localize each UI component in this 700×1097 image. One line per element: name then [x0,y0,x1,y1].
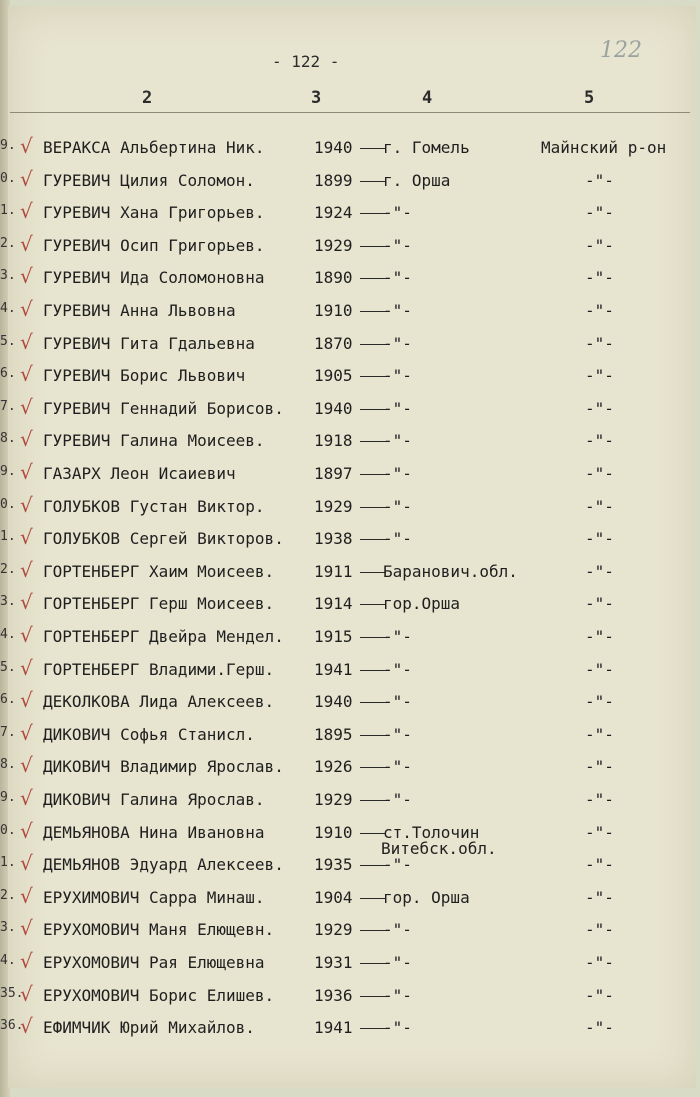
region: -"- [585,268,614,288]
row-number: 35. [0,985,24,1001]
region: -"- [585,757,614,777]
row-number: 4. [0,301,16,316]
row-number: 3. [0,268,16,284]
birth-year: 1904 [314,887,353,907]
birth-year: 1936 [314,985,353,1005]
birth-year: 1931 [314,953,353,972]
birth-place: -"- [383,203,412,223]
check-mark-icon: √ [20,297,33,321]
table-row [0,720,700,755]
check-mark-icon: √ [20,231,33,256]
check-mark-icon: √ [20,1014,33,1039]
region: -"- [585,692,614,712]
check-mark-icon: √ [20,916,33,941]
person-name: ЕРУХОМОВИЧ Борис Елишев. [43,985,275,1005]
region: -"- [585,953,614,972]
row-number: 5. [0,333,16,349]
table-row [0,557,700,592]
birth-place: -"- [383,920,412,940]
column-header-3: 3 [311,88,322,108]
birth-year: 1940 [314,692,353,712]
check-mark-icon: √ [20,720,33,745]
row-number: 0. [0,822,16,838]
person-name: ГОРТЕНБЕРГ Герш Моисеев. [43,594,275,614]
birth-place: -"- [383,333,412,353]
check-mark-icon: √ [20,427,33,452]
birth-place: ст.Толочин [383,822,480,842]
person-name: ЕРУХИМОВИЧ Сарра Минаш. [43,887,265,907]
birth-place: -"- [383,529,412,549]
check-mark-icon: √ [20,949,33,973]
person-name: ДИКОВИЧ Софья Станисл. [43,724,255,744]
person-name: ГОЛУБКОВ Сергей Викторов. [43,529,284,549]
birth-year: 1895 [314,724,353,744]
check-mark-icon: √ [20,688,33,713]
person-name: ЕРУХОМОВИЧ Рая Елющевна [43,953,265,972]
birth-place: -"- [383,692,412,712]
check-mark-icon: √ [20,199,33,224]
region: -"- [585,301,614,320]
table-row [0,492,700,527]
check-mark-icon: √ [20,166,33,191]
region: -"- [585,366,614,386]
row-number: 9. [0,790,16,805]
birth-place: -"- [383,659,412,679]
region: -"- [585,333,614,353]
person-name: ГОРТЕНБЕРГ Владими.Герш. [43,659,275,679]
check-mark-icon: √ [20,329,33,354]
region: -"- [585,203,614,223]
table-row [0,297,700,331]
check-mark-icon: √ [20,851,33,876]
person-name: ЕРУХОМОВИЧ Маня Елющевн. [43,920,275,940]
row-number: 6. [0,366,16,382]
row-number: 8. [0,757,16,773]
birth-place: -"- [383,953,412,972]
row-number: 4. [0,627,16,642]
birth-place-line2: Витебск.обл. [381,838,497,858]
check-mark-icon: √ [20,362,33,387]
birth-place: г. Гомель [383,138,470,157]
archive-page-number: 122 [600,38,642,63]
table-row [0,916,700,950]
person-name: ВЕРАКСА Альбертина Ник. [43,138,265,157]
birth-place: -"- [383,496,412,516]
person-name: ГУРЕВИЧ Ида Соломоновна [43,268,265,288]
column-header-4: 4 [422,88,433,108]
table-row [0,329,700,364]
row-number: 1. [0,529,16,545]
region: -"- [585,985,614,1005]
person-name: ГУРЕВИЧ Галина Моисеев. [43,431,265,451]
birth-place: -"- [383,757,412,777]
birth-place: гор. Орша [383,887,470,907]
check-mark-icon: √ [20,525,33,550]
page-number: - 122 - [272,52,340,71]
table-row [0,394,700,429]
table-row [0,851,700,885]
row-number: 6. [0,692,16,708]
check-mark-icon: √ [20,557,33,582]
column-header-2: 2 [142,88,153,108]
check-mark-icon: √ [20,753,33,778]
birth-year: 1914 [314,594,353,614]
birth-year: 1929 [314,235,353,255]
birth-place: -"- [383,301,412,320]
table-row [0,949,700,983]
row-number: 1. [0,203,16,219]
region: -"- [585,496,614,516]
birth-place: г. Орша [383,170,451,190]
birth-place: -"- [383,855,412,875]
birth-year: 1929 [314,790,353,809]
row-number: 7. [0,724,16,740]
birth-place: -"- [383,1018,412,1038]
table-row [0,166,700,201]
birth-place: Баранович.обл. [383,561,518,581]
row-number: 2. [0,561,16,577]
region: -"- [585,627,614,646]
person-name: ДЕКОЛКОВА Лида Алексеев. [43,692,275,712]
row-number: 7. [0,398,16,414]
table-row [0,753,700,787]
row-number: 0. [0,170,16,186]
row-number: 5. [0,659,16,675]
birth-year: 1935 [314,855,353,875]
person-name: ГОРТЕНБЕРГ Двейра Мендел. [43,627,284,646]
person-name: ГУРЕВИЧ Анна Львовна [43,301,236,320]
region: -"- [585,464,614,483]
table-row [0,883,700,918]
birth-year: 1910 [314,301,353,320]
row-number: 2. [0,235,16,251]
birth-year: 1929 [314,920,353,940]
birth-year: 1941 [314,659,353,679]
birth-place: -"- [383,724,412,744]
column-header-5: 5 [584,88,595,108]
check-mark-icon: √ [20,492,33,517]
table-row [0,688,700,722]
birth-year: 1941 [314,1018,353,1038]
check-mark-icon: √ [20,264,33,289]
row-number: 9. [0,464,16,479]
birth-place: -"- [383,627,412,646]
person-name: ГУРЕВИЧ Цилия Соломон. [43,170,255,190]
birth-year: 1929 [314,496,353,516]
table-row [0,818,700,858]
person-name: ДЕМЬЯНОВ Эдуард Алексеев. [43,855,284,875]
birth-place: -"- [383,268,412,288]
person-name: ГУРЕВИЧ Борис Львович [43,366,246,386]
check-mark-icon: √ [20,590,33,615]
birth-place: -"- [383,985,412,1005]
region: -"- [585,561,614,581]
table-row [0,134,700,168]
check-mark-icon: √ [20,623,33,647]
person-name: ЕФИМЧИК Юрий Михайлов. [43,1018,255,1038]
person-name: ГАЗАРХ Леон Исаиевич [43,464,236,483]
person-name: ДЕМЬЯНОВА Нина Ивановна [43,822,265,842]
person-name: ГУРЕВИЧ Геннадий Борисов. [43,398,284,418]
region: -"- [585,235,614,255]
birth-year: 1910 [314,822,353,842]
row-number: 9. [0,138,16,153]
birth-year: 1940 [314,398,353,418]
region: -"- [585,1018,614,1038]
birth-year: 1905 [314,366,353,386]
birth-place: -"- [383,366,412,386]
table-row [0,655,700,690]
table-row [0,786,700,820]
row-number: 4. [0,953,16,968]
table-row [0,590,700,624]
person-name: ГУРЕВИЧ Хана Григорьев. [43,203,265,223]
birth-year: 1915 [314,627,353,646]
birth-place: -"- [383,464,412,483]
person-name: ГУРЕВИЧ Осип Григорьев. [43,235,265,255]
birth-year: 1940 [314,138,353,157]
region: -"- [585,887,614,907]
check-mark-icon: √ [20,460,33,484]
region: -"- [585,822,614,842]
birth-place: гор.Орша [383,594,461,614]
birth-year: 1870 [314,333,353,353]
table-row [0,525,700,559]
table-row [0,264,700,298]
region: -"- [585,398,614,418]
check-mark-icon: √ [20,883,33,908]
person-name: ГОРТЕНБЕРГ Хаим Моисеев. [43,561,275,581]
region: -"- [585,431,614,451]
table-row [0,1014,700,1048]
row-number: 3. [0,920,16,936]
birth-place: -"- [383,398,412,418]
birth-year: 1890 [314,268,353,288]
region: -"- [585,529,614,549]
row-number: 3. [0,594,16,610]
table-row [0,427,700,461]
check-mark-icon: √ [20,981,33,1006]
region: -"- [585,170,614,190]
birth-year: 1924 [314,203,353,223]
table-row [0,981,700,1016]
row-number: 1. [0,855,16,871]
check-mark-icon: √ [20,394,33,419]
row-number: 2. [0,887,16,903]
region: -"- [585,594,614,614]
birth-year: 1918 [314,431,353,451]
birth-year: 1938 [314,529,353,549]
birth-place: -"- [383,431,412,451]
person-name: ГОЛУБКОВ Густан Виктор. [43,496,265,516]
table-row [0,199,700,233]
birth-year: 1899 [314,170,353,190]
birth-year: 1911 [314,561,353,581]
check-mark-icon: √ [20,134,33,158]
region: -"- [585,855,614,875]
row-number: 36. [0,1018,24,1034]
region: -"- [585,724,614,744]
birth-year: 1897 [314,464,353,483]
person-name: ГУРЕВИЧ Гита Гдальевна [43,333,255,353]
check-mark-icon: √ [20,786,33,810]
region: -"- [585,659,614,679]
region: -"- [585,790,614,809]
row-number: 8. [0,431,16,447]
header-rule [10,112,690,113]
table-row [0,460,700,494]
person-name: ДИКОВИЧ Галина Ярослав. [43,790,265,809]
region: -"- [585,920,614,940]
birth-year: 1926 [314,757,353,777]
table-row [0,231,700,266]
birth-place: -"- [383,235,412,255]
row-number: 0. [0,496,16,512]
check-mark-icon: √ [20,818,33,843]
table-row [0,362,700,396]
table-row [0,623,700,657]
person-name: ДИКОВИЧ Владимир Ярослав. [43,757,284,777]
check-mark-icon: √ [20,655,33,680]
region: Майнский р-он [541,138,667,157]
birth-place: -"- [383,790,412,809]
